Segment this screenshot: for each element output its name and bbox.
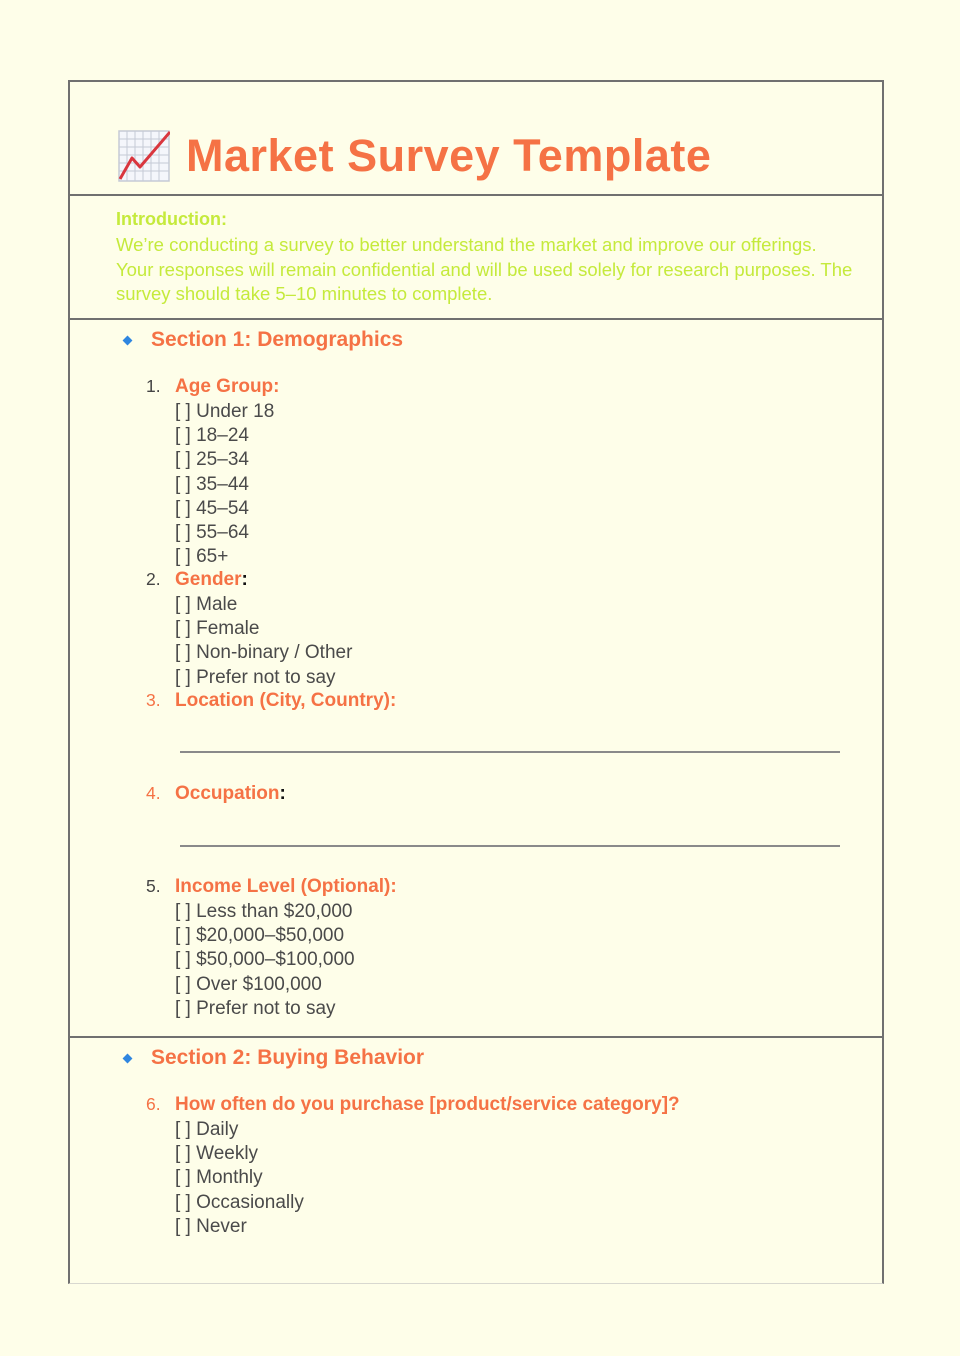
- option-checkbox[interactable]: [ ] 55–64: [175, 521, 249, 543]
- document-header: [70, 82, 882, 196]
- survey-document: [68, 80, 884, 1284]
- option-checkbox[interactable]: [ ] Prefer not to say: [175, 997, 336, 1019]
- option-checkbox[interactable]: [ ] 25–34: [175, 449, 249, 471]
- question-colon: :: [241, 569, 248, 590]
- section-heading: [124, 328, 403, 352]
- section-title: Section 1: Demographics: [151, 328, 404, 351]
- question-age-group: [146, 376, 280, 569]
- chart-increasing-icon: [118, 130, 170, 182]
- question-occupation: [146, 783, 286, 807]
- option-checkbox[interactable]: [ ] $50,000–$100,000: [175, 949, 355, 971]
- section-title: Section 2: Buying Behavior: [151, 1046, 425, 1069]
- question-number: 5.: [146, 876, 161, 896]
- option-checkbox[interactable]: [ ] Over $100,000: [175, 973, 322, 995]
- section-heading: [124, 1046, 424, 1070]
- question-number: 3.: [146, 690, 161, 710]
- question-income-level: [146, 876, 397, 1021]
- section-demographics: [70, 318, 882, 1038]
- page-title: Market Survey Template: [186, 130, 712, 181]
- intro-label: Introduction:: [116, 209, 227, 229]
- question-label: Location (City, Country):: [175, 690, 397, 711]
- blue-diamond-icon: [123, 335, 133, 345]
- question-gender: [146, 569, 352, 690]
- question-label: Gender: [175, 569, 242, 590]
- question-number: 4.: [146, 783, 161, 803]
- option-checkbox[interactable]: [ ] Non-binary / Other: [175, 642, 353, 664]
- option-checkbox[interactable]: [ ] Daily: [175, 1119, 239, 1140]
- question-purchase-frequency: [146, 1094, 680, 1239]
- option-checkbox[interactable]: [ ] Prefer not to say: [175, 666, 336, 688]
- option-checkbox[interactable]: [ ] 35–44: [175, 473, 249, 495]
- introduction-block: [70, 194, 882, 320]
- occupation-answer-line[interactable]: [180, 845, 840, 847]
- question-label: Occupation: [175, 783, 280, 804]
- question-colon: :: [279, 783, 286, 804]
- option-checkbox[interactable]: [ ] Occasionally: [175, 1191, 304, 1213]
- question-label: How often do you purchase [product/service category]?: [175, 1094, 680, 1115]
- location-answer-line[interactable]: [180, 751, 840, 753]
- section-buying-behavior: [70, 1036, 882, 1286]
- option-checkbox[interactable]: [ ] 18–24: [175, 425, 249, 447]
- option-checkbox[interactable]: [ ] Less than $20,000: [175, 901, 353, 922]
- option-checkbox[interactable]: [ ] Monthly: [175, 1167, 263, 1189]
- option-checkbox[interactable]: [ ] $20,000–$50,000: [175, 925, 345, 947]
- option-checkbox[interactable]: [ ] Female: [175, 618, 260, 640]
- question-location: [146, 690, 396, 714]
- question-number: 2.: [146, 569, 161, 589]
- question-number: 6.: [146, 1094, 161, 1114]
- question-label: Age Group:: [175, 376, 280, 397]
- option-checkbox[interactable]: [ ] Male: [175, 594, 238, 615]
- option-checkbox[interactable]: [ ] 65+: [175, 546, 229, 568]
- intro-text: We’re conducting a survey to better understand the market and improve our offerings. Your responses will remain confidential and will be used solely for research purposes. The survey should take 5–10 minutes to complete.: [116, 234, 853, 304]
- question-label: Income Level (Optional):: [175, 876, 397, 897]
- option-checkbox[interactable]: [ ] Never: [175, 1215, 247, 1237]
- option-checkbox[interactable]: [ ] Under 18: [175, 401, 275, 422]
- title-block: [118, 130, 711, 182]
- option-checkbox[interactable]: [ ] Weekly: [175, 1143, 259, 1165]
- question-number: 1.: [146, 376, 161, 396]
- option-checkbox[interactable]: [ ] 45–54: [175, 497, 249, 519]
- blue-diamond-icon: [123, 1053, 133, 1063]
